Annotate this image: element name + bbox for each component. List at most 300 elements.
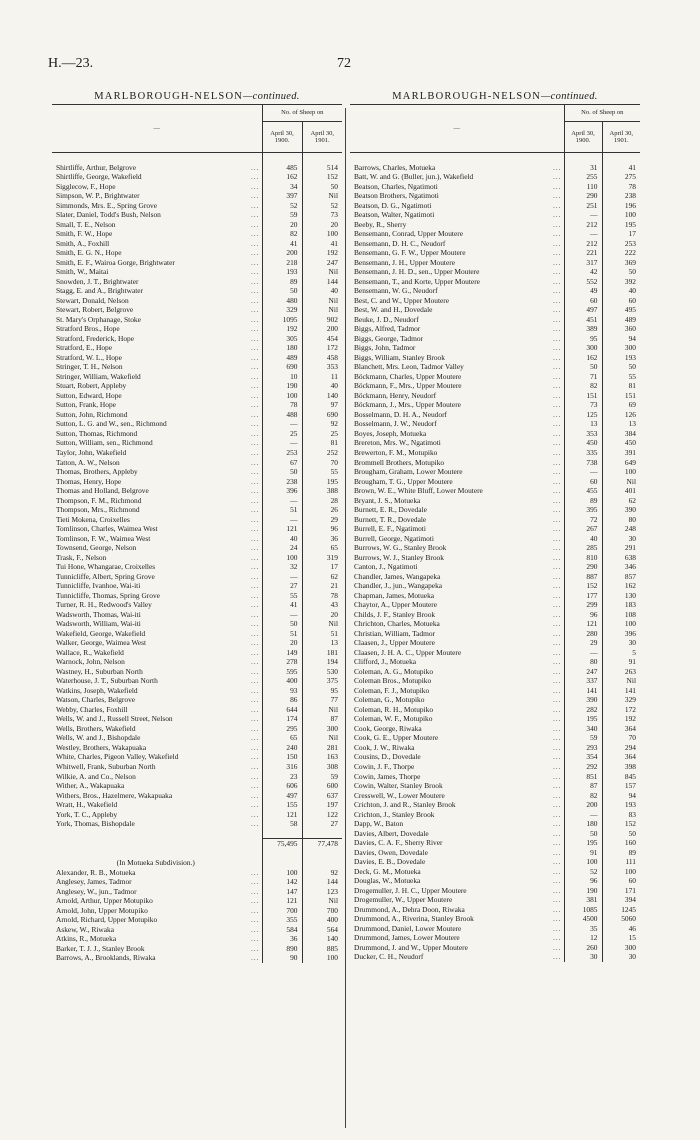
owner-name: Tomlinson, Charles, Waimea West ... [52, 524, 262, 534]
table-row [52, 572, 342, 582]
sheep-count-1900: 23 [262, 772, 302, 782]
owner-name: Alexander, R. B., Motueka ... [52, 868, 262, 878]
sheep-count-1900: 353 [564, 429, 602, 439]
sheep-count-1900: 162 [564, 353, 602, 363]
sheep-count-1901: 649 [624, 457, 636, 467]
left-column [52, 90, 342, 963]
sheep-count-1901: 17 [628, 229, 636, 239]
sheep-count-1900: 267 [564, 524, 602, 534]
sheep-count-1900: 82 [564, 791, 602, 801]
sheep-count-1901: 30 [628, 638, 636, 648]
owner-name: Arnold, John, Upper Motupiko ... [52, 906, 262, 916]
owner-name: Askew, W., Riwaka ... [52, 925, 262, 935]
table-row [350, 210, 640, 220]
sheep-count-1901: 28 [330, 495, 338, 505]
table-row [350, 914, 640, 924]
sheep-count-1900: 1095 [262, 315, 302, 325]
sheep-count-1900: 32 [262, 562, 302, 572]
table-row [350, 657, 640, 667]
owner-name: Coleman, G., Motupiko ... [350, 695, 564, 705]
sheep-count-1901: 151 [624, 390, 636, 400]
owner-name: Cowin, Walter, Stanley Brook ... [350, 781, 564, 791]
table-row [52, 934, 342, 944]
owner-name: Chapman, James, Motueka ... [350, 591, 564, 601]
table-row [52, 410, 342, 420]
sheep-count-1900: 96 [564, 610, 602, 620]
sheep-count-1900: 87 [564, 781, 602, 791]
owner-name: Wallace, R., Wakefield ... [52, 648, 262, 658]
owner-name: Beatson, Walter, Ngatimoti ... [350, 210, 564, 220]
table-row [350, 239, 640, 249]
sheep-count-1900: — [564, 467, 602, 477]
sheep-table-right [350, 104, 640, 962]
table-row [52, 534, 342, 544]
right-column [350, 90, 640, 962]
owner-name: Drummond, A., Riverina, Stanley Brook ... [350, 914, 564, 924]
subdivision-heading [52, 858, 342, 868]
table-row [52, 581, 342, 591]
table-row [52, 877, 342, 887]
sheep-count-1900: 738 [564, 458, 602, 468]
sheep-count-1901: 29 [330, 514, 338, 524]
sheep-count-1900: 285 [564, 543, 602, 553]
table-row [350, 819, 640, 829]
sheep-count-1900: 305 [262, 334, 302, 344]
sheep-count-1900: 50 [564, 362, 602, 372]
table-row [52, 600, 342, 610]
sheep-count-1901: 17 [330, 562, 338, 572]
owner-name: Best, C. and W., Upper Moutere ... [350, 296, 564, 306]
sheep-count-1900: 381 [564, 895, 602, 905]
sheep-count-1900: 55 [262, 591, 302, 601]
table-row [350, 362, 640, 372]
sheep-count-1900: 72 [564, 515, 602, 525]
owner-name: Smith, E. F., Wairoa Gorge, Brightwater ... [52, 258, 262, 268]
table-row [52, 915, 342, 925]
sheep-count-1900: 100 [262, 391, 302, 401]
owner-name: Thomas, Brothers, Appleby ... [52, 467, 262, 477]
sheep-count-1900: 1085 [564, 905, 602, 915]
sheep-count-1901: 94 [628, 790, 636, 800]
owner-name: Drogemuller, J. H. C., Upper Moutere ... [350, 886, 564, 896]
sheep-count-1900: 397 [262, 191, 302, 201]
sheep-count-1901: 5060 [621, 914, 636, 924]
sheep-count-1900: 240 [262, 743, 302, 753]
sheep-count-1901: 450 [624, 438, 636, 448]
sheep-count-1901: 100 [326, 229, 338, 239]
table-row [52, 819, 342, 829]
sheep-count-1900: 155 [262, 800, 302, 810]
sheep-count-1901: 308 [326, 762, 338, 771]
sheep-count-1901: Nil [328, 295, 338, 305]
owner-name: Davies, Owen, Dovedale ... [350, 848, 564, 858]
owner-name: Cook, J. W., Riwaka ... [350, 743, 564, 753]
owner-name: Shirtliffe, Arthur, Belgrove ... [52, 163, 262, 173]
owner-name: Bensemann, J. H. D., sen., Upper Moutere ... [350, 267, 564, 277]
sheep-count-1900: 355 [262, 915, 302, 925]
owner-name: Chrichton, Charles, Motueka ... [350, 619, 564, 629]
sheep-count-1901: 20 [330, 219, 338, 229]
sheep-count-1900: 13 [564, 419, 602, 429]
owner-name: Deck, G. M., Motueka ... [350, 867, 564, 877]
table-row [350, 477, 640, 487]
table-row [52, 505, 342, 515]
table-row [52, 343, 342, 353]
sheep-count-1900: 293 [564, 743, 602, 753]
page-number: 72 [337, 56, 351, 71]
sheep-count-1900 [564, 153, 602, 163]
owner-name: Simpson, W. P., Brightwater ... [52, 191, 262, 201]
owner-name: Turner, R. H., Redwood's Valley ... [52, 600, 262, 610]
sheep-count-1901: 247 [326, 257, 338, 267]
blank-cell [350, 153, 564, 163]
sheep-count-1900: 497 [564, 305, 602, 315]
table-row [52, 896, 342, 906]
owner-name: Brown, W. E., White Bluff, Lower Moutere ... [350, 486, 564, 496]
table-row [350, 515, 640, 525]
sheep-count-1900: 389 [564, 324, 602, 334]
table-row [52, 591, 342, 601]
table-row [52, 781, 342, 791]
sheep-count-1901: 62 [628, 495, 636, 505]
table-row [52, 277, 342, 287]
table-row [350, 343, 640, 353]
owner-name: Tunnicliffe, Thomas, Spring Grove ... [52, 591, 262, 601]
sheep-count-1901: 73 [330, 210, 338, 220]
sheep-count-1900: 73 [564, 400, 602, 410]
sheep-count-1900: 50 [262, 619, 302, 629]
sheep-count-1900: 51 [262, 629, 302, 639]
sheep-count-1900: 450 [564, 438, 602, 448]
table-row [52, 201, 342, 211]
sheep-count-1901: 126 [624, 409, 636, 419]
sheep-count-1901: 353 [326, 362, 338, 372]
sheep-count-1900: 78 [262, 400, 302, 410]
table-row [350, 258, 640, 268]
sheep-count-1901: 51 [330, 628, 338, 638]
table-row [52, 648, 342, 658]
sheep-count-1901: Nil [328, 704, 338, 714]
sheep-count-1901: 55 [628, 371, 636, 381]
blank-cell [52, 829, 262, 839]
sheep-count-1901: 152 [326, 172, 338, 182]
sheep-count-1901: 194 [326, 657, 338, 667]
sheep-count-1900: 41 [262, 600, 302, 610]
sheep-count-1901: 50 [628, 362, 636, 372]
table-row [52, 562, 342, 572]
sheep-count-1901: 391 [624, 447, 636, 457]
sheep-count-1901: 50 [628, 267, 636, 277]
sheep-count-1901: 196 [624, 200, 636, 210]
owner-name: Burrows, W. J., Stanley Brook ... [350, 553, 564, 563]
owner-name: Cowin, James, Thorpe ... [350, 772, 564, 782]
document-reference: H.—23. [48, 56, 94, 71]
sheep-count-1901: 458 [326, 352, 338, 362]
sheep-count-1901: 40 [330, 286, 338, 296]
table-row [52, 705, 342, 715]
sheep-count-1900: 125 [564, 410, 602, 420]
sheep-count-1900: 195 [564, 714, 602, 724]
table-row [52, 172, 342, 182]
blank-cell [52, 153, 262, 163]
sheep-count-1901: 398 [624, 762, 636, 771]
owner-name: Cresswell, W., Lower Moutere ... [350, 791, 564, 801]
sheep-count-1900: 212 [564, 220, 602, 230]
sheep-count-1901: 390 [624, 505, 636, 515]
owner-name: Anglesey, James, Tadmor ... [52, 877, 262, 887]
sheep-count-1900: 290 [564, 191, 602, 201]
sheep-count-1901: 291 [624, 543, 636, 553]
sheep-count-1900: 455 [564, 486, 602, 496]
table-row [350, 372, 640, 382]
sheep-count-1901: 46 [628, 923, 636, 933]
sheep-count-1901: 690 [326, 409, 338, 419]
owner-name: Canton, J., Ngatimoti ... [350, 562, 564, 572]
sheep-count-1900: 110 [564, 182, 602, 192]
owner-name: Bosselmann, J. W., Neudorf ... [350, 419, 564, 429]
owner-name: Whitwell, Frank, Suburban North ... [52, 762, 262, 772]
sheep-count-1900: 75,495 [262, 839, 302, 849]
sheep-count-header: No. of Sheep on [262, 105, 342, 122]
owner-name: Watkins, Joseph, Wakefield ... [52, 686, 262, 696]
owner-name: Cook, George, Riwaka ... [350, 724, 564, 734]
owner-name: Coleman, W. F., Motupiko ... [350, 714, 564, 724]
sheep-count-1901: 346 [624, 562, 636, 572]
table-row [52, 638, 342, 648]
owner-name: Westley, Brothers, Wakapuaka ... [52, 743, 262, 753]
table-row [52, 419, 342, 429]
table-row [52, 953, 342, 963]
sheep-count-1900: 299 [564, 600, 602, 610]
table-row [350, 676, 640, 686]
sheep-count-1900: 395 [564, 505, 602, 515]
sheep-count-1900: 238 [262, 477, 302, 487]
sheep-count-1901: 495 [624, 305, 636, 315]
sheep-count-1900: 300 [564, 343, 602, 353]
sheep-count-1900: 354 [564, 752, 602, 762]
sheep-count-1901: 13 [628, 419, 636, 429]
owner-name: Christian, William, Tadmor ... [350, 629, 564, 639]
sheep-count-1900: 390 [564, 695, 602, 705]
blank-cell [52, 849, 262, 859]
owner-name: Chandler, James, Wangapeka ... [350, 572, 564, 582]
sheep-count-1901: 195 [624, 219, 636, 229]
owner-name: Small, T. E., Nelson ... [52, 220, 262, 230]
sheep-count-1901: 193 [624, 352, 636, 362]
owner-name: Davies, E. B., Dovedale ... [350, 857, 564, 867]
sheep-count-1901: 1245 [621, 904, 636, 914]
sheep-count-1900: 65 [262, 733, 302, 743]
sheep-count-1900: 31 [564, 163, 602, 173]
sheep-count-1901: 157 [624, 781, 636, 791]
owner-name: Taylor, John, Wakefield ... [52, 448, 262, 458]
sheep-count-1900: 51 [262, 505, 302, 515]
sheep-table-left [52, 104, 342, 963]
owner-name: Bensemann, W. G., Neudorf ... [350, 286, 564, 296]
sheep-count-1900: 34 [262, 182, 302, 192]
table-row [350, 277, 640, 287]
table-row [52, 191, 342, 201]
sheep-count-1900: 255 [564, 172, 602, 182]
sheep-count-1901: 181 [326, 647, 338, 657]
owner-name: Tui Hone, Whangarae, Croixelles ... [52, 562, 262, 572]
sheep-count-1901: 78 [628, 181, 636, 191]
sheep-count-1901: 41 [330, 238, 338, 248]
sheep-count-1900: — [564, 810, 602, 820]
sheep-count-1901: 845 [624, 771, 636, 781]
sheep-count-1901: 140 [326, 390, 338, 400]
table-row [350, 286, 640, 296]
sheep-count-1900: 95 [564, 334, 602, 344]
table-row [52, 267, 342, 277]
sheep-count-1900 [262, 153, 302, 163]
table-row [52, 724, 342, 734]
table-row [350, 448, 640, 458]
table-row [350, 248, 640, 258]
owner-name: Blanchett, Mrs. Leon, Tadmor Valley ... [350, 362, 564, 372]
owner-name: Snowden, J. T., Brightwater ... [52, 277, 262, 287]
table-row [350, 172, 640, 182]
sheep-count-1900: 10 [262, 372, 302, 382]
sheep-count-1900: 4500 [564, 914, 602, 924]
sheep-count-1901: 30 [628, 952, 636, 962]
table-row [350, 534, 640, 544]
sheep-count-1900: — [262, 610, 302, 620]
table-row [52, 676, 342, 686]
owner-name: Bensemann, J. H., Upper Moutere ... [350, 258, 564, 268]
sheep-count-1900: 162 [262, 172, 302, 182]
year-1901-header: April 30, 1901. [302, 122, 342, 153]
table-row [52, 925, 342, 935]
owner-name: Bensemann, T., and Korte, Upper Moutere ... [350, 277, 564, 287]
owner-name: Bryant, J. S., Motueka ... [350, 496, 564, 506]
year-1900-header: April 30, 1900. [564, 122, 602, 153]
sheep-count-1901: Nil [328, 733, 338, 743]
sheep-count-1900: 89 [262, 277, 302, 287]
owner-name: Sutton, John, Richmond ... [52, 410, 262, 420]
table-row [52, 353, 342, 363]
sheep-count-1900: 27 [262, 581, 302, 591]
sheep-count-1900: 52 [262, 201, 302, 211]
table-row [52, 810, 342, 820]
table-row [52, 467, 342, 477]
table-row [350, 714, 640, 724]
owner-name: Tunnicliffe, Ivanhoe, Wai-iti ... [52, 581, 262, 591]
table-row [350, 496, 640, 506]
sheep-count-1900: 60 [564, 296, 602, 306]
table-row [52, 391, 342, 401]
sheep-count-1901: 300 [624, 343, 636, 353]
sheep-count-1901: 514 [326, 162, 338, 172]
sheep-count-1900: 60 [564, 477, 602, 487]
owner-name: Claasen, J. H. A. C., Upper Moutere ... [350, 648, 564, 658]
sheep-count-1901: 902 [326, 314, 338, 324]
owner-name: Wadsworth, William, Wai-iti ... [52, 619, 262, 629]
table-row [52, 686, 342, 696]
table-row [350, 400, 640, 410]
table-row [52, 448, 342, 458]
table-row [350, 952, 640, 962]
sheep-count-1901: 369 [624, 257, 636, 267]
sheep-count-1901: 329 [624, 695, 636, 705]
sheep-count-1900: 86 [262, 695, 302, 705]
sheep-count-1901: 388 [326, 486, 338, 496]
sheep-count-1900: 552 [564, 277, 602, 287]
sheep-count-1900: 40 [564, 534, 602, 544]
owner-name: Tunnicliffe, Albert, Spring Grove ... [52, 572, 262, 582]
sheep-count-1900: 174 [262, 714, 302, 724]
sheep-count-1900: 52 [564, 867, 602, 877]
sheep-count-1901: 300 [624, 942, 636, 952]
sheep-count-1901: 36 [330, 533, 338, 543]
table-row [52, 667, 342, 677]
table-row [350, 876, 640, 886]
sheep-count-1900: 100 [564, 857, 602, 867]
table-row [350, 933, 640, 943]
sheep-count-1900: 295 [262, 724, 302, 734]
owner-name: Cook, G. E., Upper Moutere ... [350, 733, 564, 743]
sheep-count-1900: 121 [262, 896, 302, 906]
owner-name: Crichton, J., Stanley Brook ... [350, 810, 564, 820]
sheep-count-1901: 87 [330, 714, 338, 724]
table-row [350, 220, 640, 230]
sheep-count-1901: 70 [628, 733, 636, 743]
sheep-count-1900: 121 [262, 524, 302, 534]
owner-name: Tomlinson, F. W., Waimea West ... [52, 534, 262, 544]
owner-name: Wells, Brothers, Wakefield ... [52, 724, 262, 734]
owner-name: Beatson, D. G., Ngatimoti ... [350, 201, 564, 211]
owner-name: Sutton, William, sen., Richmond ... [52, 438, 262, 448]
sheep-count-1900: 180 [262, 343, 302, 353]
table-row [52, 714, 342, 724]
sheep-count-1900: — [564, 648, 602, 658]
section-title: MARLBOROUGH-NELSON—continued. [392, 91, 598, 102]
sheep-count-1901: 364 [624, 723, 636, 733]
table-row [52, 772, 342, 782]
sheep-count-1900: 91 [564, 848, 602, 858]
sheep-count-1901: 144 [326, 877, 338, 887]
sheep-count-1901: 275 [624, 172, 636, 182]
sheep-count-1901: 394 [624, 895, 636, 905]
owner-name: Sutton, L. G. and W., sen., Richmond ... [52, 419, 262, 429]
sheep-count-1901: 27 [330, 819, 338, 829]
owner-name: Thompson, F. M., Richmond ... [52, 496, 262, 506]
sheep-count-1901: 384 [624, 428, 636, 438]
page-header [48, 56, 650, 78]
sheep-count-1900: 317 [564, 258, 602, 268]
sheep-count-1900: 451 [564, 315, 602, 325]
table-row [52, 296, 342, 306]
owner-name: Childs, J. F., Stanley Brook ... [350, 610, 564, 620]
sheep-count-1901: 77 [330, 695, 338, 705]
owner-name: Walker, George, Waimea West ... [52, 638, 262, 648]
sheep-count-1901: 392 [624, 276, 636, 286]
owner-name: Stuart, Robert, Appleby ... [52, 381, 262, 391]
sheep-count-1900: 810 [564, 553, 602, 563]
sheep-count-1900: 121 [564, 619, 602, 629]
table-row [350, 600, 640, 610]
sheep-count-1900: 152 [564, 581, 602, 591]
owner-name: Burrows, W. G., Stanley Brook ... [350, 543, 564, 553]
owner-name: Warnock, John, Nelson ... [52, 657, 262, 667]
sheep-count-1900: 142 [262, 877, 302, 887]
table-row [52, 695, 342, 705]
sheep-count-1901: 13 [330, 638, 338, 648]
owner-name: White, Charles, Pigeon Valley, Wakefield ... [52, 752, 262, 762]
sheep-count-1901: 163 [326, 752, 338, 762]
owner-name: Davies, C. A. F., Sherry River ... [350, 838, 564, 848]
owner-name: Biggs, William, Stanley Brook ... [350, 353, 564, 363]
